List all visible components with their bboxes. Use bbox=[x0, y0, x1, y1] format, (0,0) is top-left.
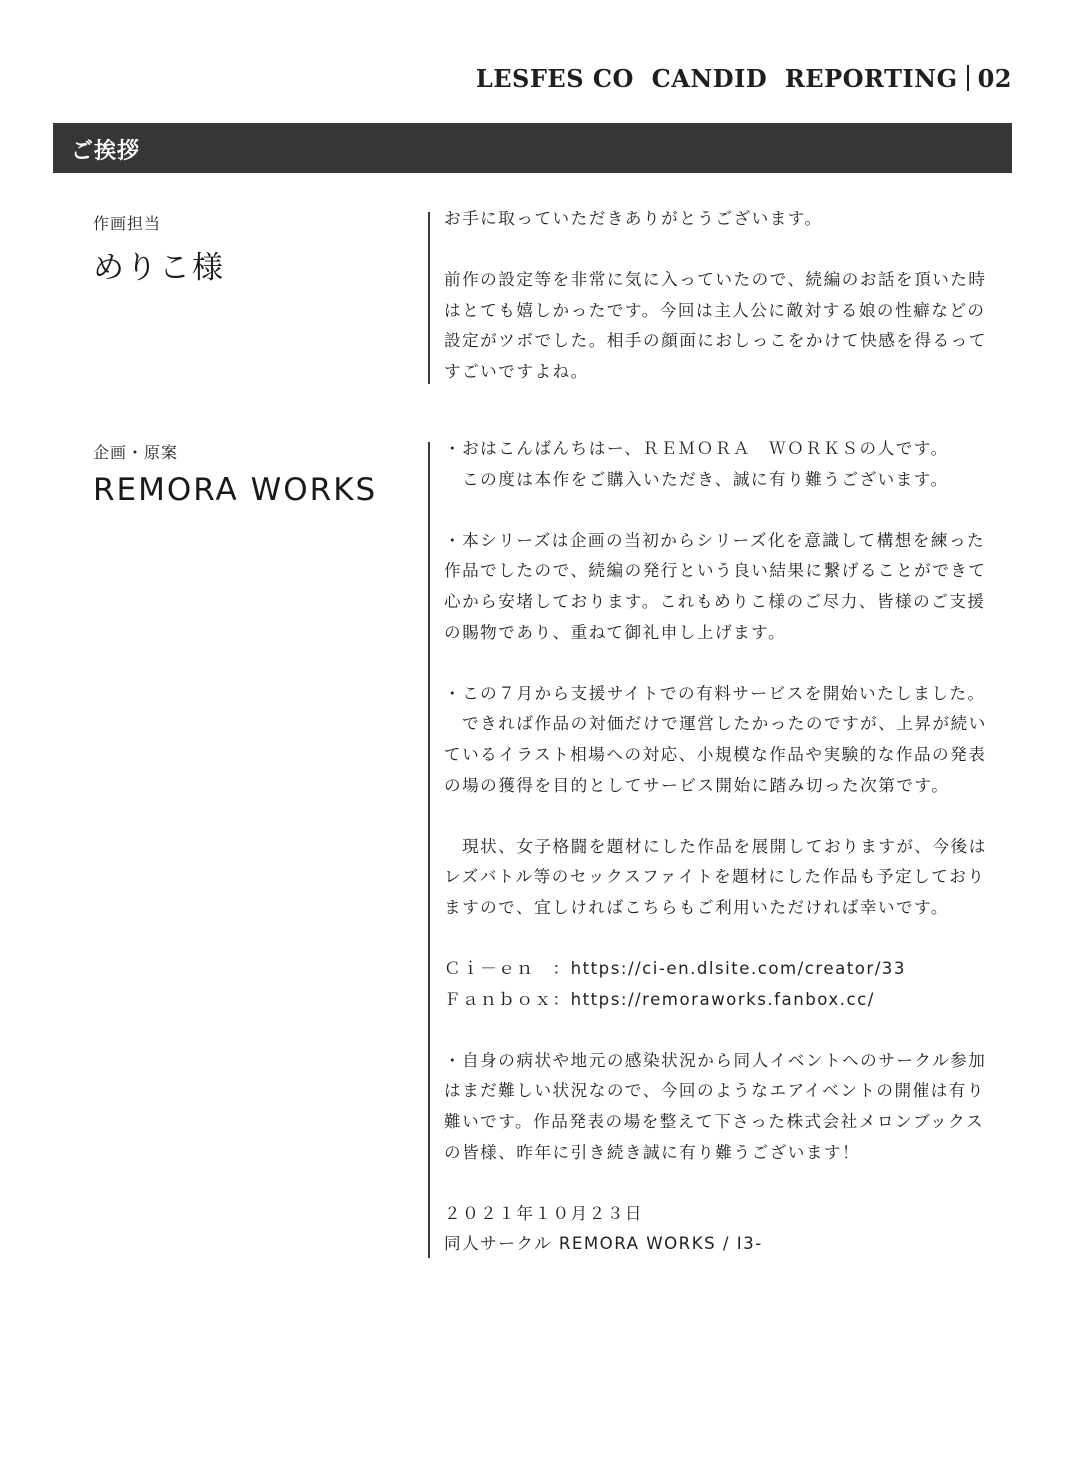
message-line: 現状、女子格闘を題材にした作品を展開しておりますが、今後は bbox=[444, 836, 987, 856]
page-header bbox=[476, 64, 1012, 93]
page-number: 02 bbox=[977, 64, 1012, 93]
message-line bbox=[444, 495, 1014, 526]
message-line: の皆様、昨年に引き続き誠に有り難うございます！ bbox=[444, 1142, 861, 1162]
message-line: お手に取っていただきありがとうございます。 bbox=[444, 209, 823, 228]
message-line: ているイラスト相場への対応、小規模な作品や実験的な作品の発表 bbox=[444, 744, 987, 764]
message-line: はまだ難しい状況なので、今回のようなエアイベントの開催は有り bbox=[444, 1081, 985, 1101]
message-line: ・この７月から支援サイトでの有料サービスを開始いたしました。 bbox=[444, 683, 986, 703]
message-line: 設定がツボでした。相手の顔面におしっこをかけて快感を得るって bbox=[444, 331, 987, 351]
message-line: 難いです。作品発表の場を整えて下さった株式会社メロンブックス bbox=[444, 1112, 985, 1132]
message-line: できれば作品の対価だけで運営したかったのですが、上昇が続い bbox=[444, 714, 987, 734]
message-line: 前作の設定等を非常に気に入っていたので、続編のお話を頂いた時 bbox=[444, 270, 987, 290]
message-line: Ｃｉ－ｅｎ ：https://ci-en.dlsite.com/creator/33 bbox=[444, 959, 906, 979]
message-line: 作品でしたので、続編の発行という良い結果に繋げることができて bbox=[444, 561, 987, 581]
planner-message bbox=[444, 434, 1014, 1260]
planner-name: REMORA WORKS bbox=[93, 472, 378, 508]
artist-role: 作画担当 bbox=[93, 214, 162, 233]
message-line bbox=[444, 648, 1014, 679]
planner-role: 企画・原案 bbox=[93, 443, 179, 462]
header-separator bbox=[967, 65, 969, 91]
message-line bbox=[444, 1015, 1014, 1046]
message-line: ２０２１年１０月２３日 bbox=[444, 1203, 644, 1223]
message-line: 心から安堵しております。これもめりこ様のご尽力、皆様のご支援 bbox=[444, 591, 986, 611]
message-line: Ｆａｎｂｏｘ：https://remoraworks.fanbox.cc/ bbox=[444, 989, 875, 1009]
message-line: レズバトル等のセックスファイトを題材にした作品も予定しており bbox=[444, 867, 986, 887]
artist-divider bbox=[428, 212, 430, 384]
section-title: ご挨拶 bbox=[71, 138, 141, 164]
message-line: ますので、宜しければこちらもご利用いただければ幸いです。 bbox=[444, 897, 949, 917]
message-line: はとても嬉しかったです。今回は主人公に敵対する娘の性癖などの bbox=[444, 300, 986, 320]
artist-name: めりこ様 bbox=[93, 250, 225, 286]
message-line bbox=[444, 1168, 1014, 1199]
planner-divider bbox=[428, 442, 430, 1258]
message-line: ・おはこんばんちはー、ＲＥＭＯＲＡ ＷＯＲＫＳの人です。 bbox=[444, 439, 949, 458]
message-line: の場の獲得を目的としてサービス開始に踏み切った次第です。 bbox=[444, 775, 950, 795]
header-title: LESFES CO CANDID REPORTING bbox=[475, 64, 958, 93]
message-line: の賜物であり、重ねて御礼申し上げます。 bbox=[444, 622, 787, 642]
message-line: すごいですよね。 bbox=[444, 361, 589, 381]
message-line: ・自身の病状や地元の感染状況から同人イベントへのサークル参加 bbox=[444, 1050, 987, 1070]
message-line: 同人サークル REMORA WORKS / I3- bbox=[444, 1234, 763, 1254]
message-line bbox=[444, 801, 1014, 832]
message-line: ・本シリーズは企画の当初からシリーズ化を意識して構想を練った bbox=[444, 530, 986, 550]
message-line bbox=[444, 235, 1014, 266]
artist-message bbox=[444, 204, 1014, 388]
message-line bbox=[444, 924, 1014, 955]
section-heading-bar bbox=[53, 123, 1012, 173]
message-line: この度は本作をご購入いただき、誠に有り難うございます。 bbox=[444, 469, 949, 489]
